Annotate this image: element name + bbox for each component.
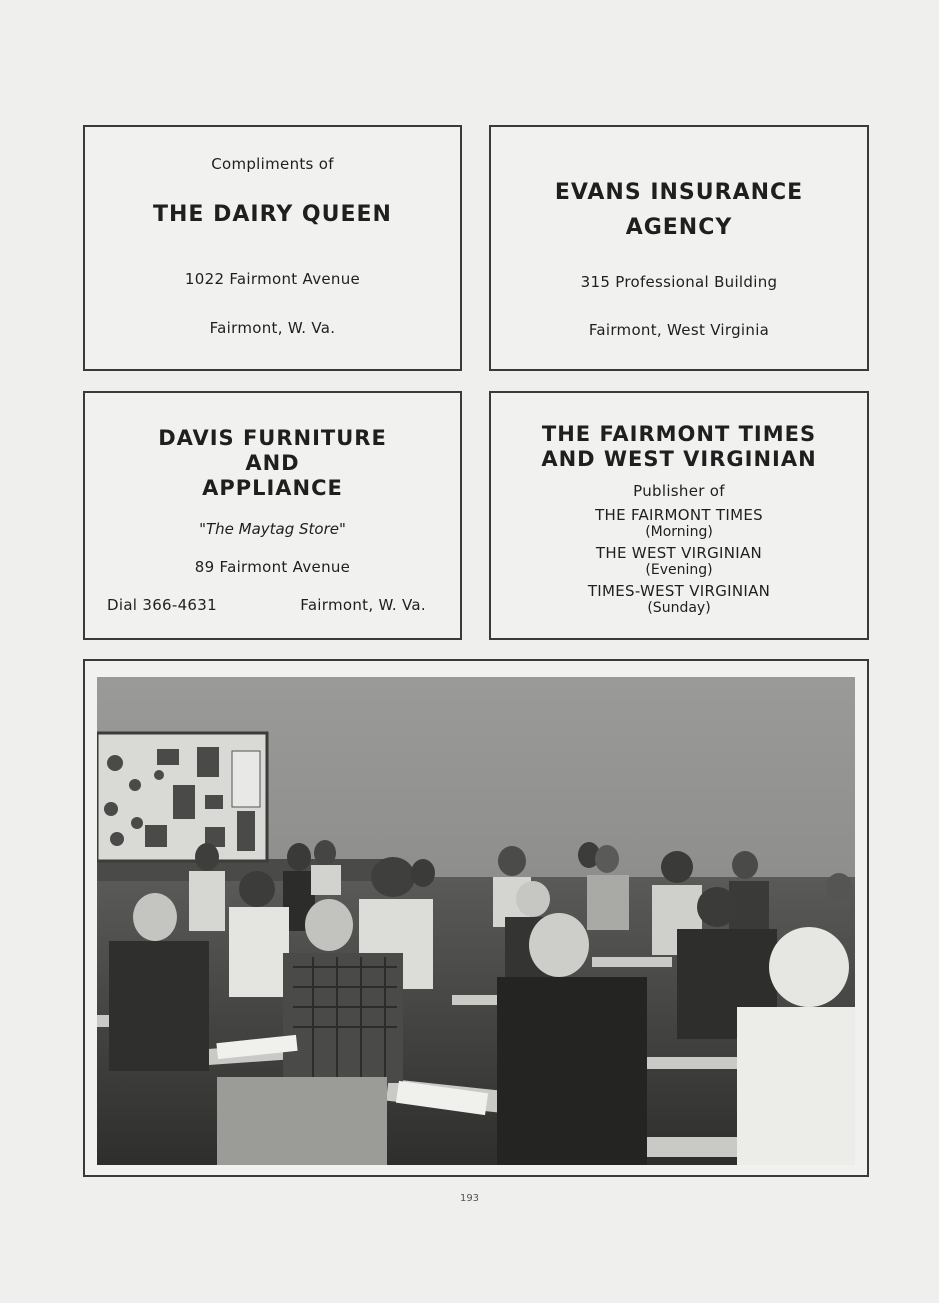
ad-publication-2: THE WEST VIRGINIAN	[595, 544, 763, 562]
davis-furniture-ad	[83, 391, 462, 640]
ad-publication-3-note: (Sunday)	[647, 600, 711, 616]
ad-business-name-line1: THE FAIRMONT TIMES	[541, 422, 817, 446]
fairmont-times-ad	[489, 391, 869, 640]
ad-city: Fairmont, W. Va.	[209, 319, 336, 337]
ad-publication-3: TIMES-WEST VIRGINIAN	[587, 582, 771, 600]
ad-intro: Compliments of	[211, 155, 334, 173]
ad-publication-2-note: (Evening)	[645, 562, 713, 578]
ad-address: 315 Professional Building	[580, 273, 778, 291]
dairy-queen-ad	[83, 125, 462, 371]
classroom-photo	[97, 677, 855, 1165]
photo-frame	[83, 659, 869, 1177]
ad-publisher-of: Publisher of	[633, 482, 725, 500]
ad-address: 89 Fairmont Avenue	[194, 558, 351, 576]
ad-business-name-line2: AND WEST VIRGINIAN	[541, 447, 817, 471]
ad-business-name: THE DAIRY QUEEN	[153, 202, 392, 227]
evans-insurance-ad	[489, 125, 869, 371]
ad-city: Fairmont, West Virginia	[588, 321, 770, 339]
ad-phone: Dial 366-4631	[107, 596, 217, 614]
ad-business-name-line2: AGENCY	[625, 215, 733, 240]
ad-slogan: "The Maytag Store"	[199, 520, 346, 538]
ad-business-name-line1: DAVIS FURNITURE	[158, 426, 387, 450]
ad-address: 1022 Fairmont Avenue	[184, 270, 361, 288]
ad-business-name-line1: EVANS INSURANCE	[554, 180, 804, 205]
ad-publication-1: THE FAIRMONT TIMES	[595, 506, 763, 524]
ad-city: Fairmont, W. Va.	[300, 596, 426, 614]
ad-business-name-line3: APPLIANCE	[202, 476, 343, 500]
page-number: 193	[459, 1193, 480, 1204]
ad-publication-1-note: (Morning)	[645, 524, 713, 540]
ad-business-name-line2: AND	[245, 451, 300, 475]
